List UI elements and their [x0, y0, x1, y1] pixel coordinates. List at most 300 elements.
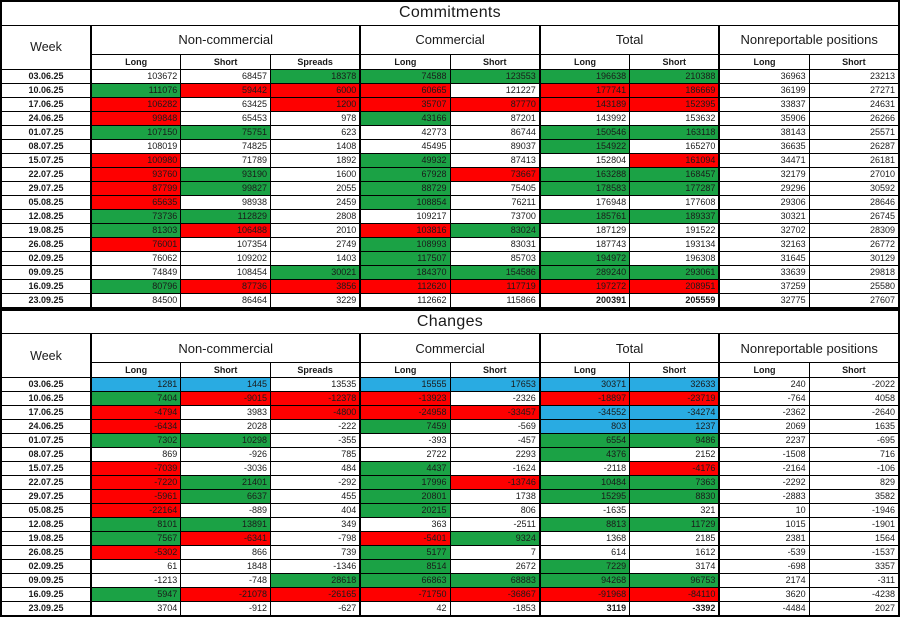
value-cell: 2749 — [271, 237, 361, 251]
value-cell: 177608 — [630, 195, 720, 209]
value-cell: 23213 — [809, 69, 899, 83]
value-cell: 17996 — [360, 476, 450, 490]
value-cell: 30371 — [540, 378, 630, 392]
value-cell: 28618 — [271, 574, 361, 588]
value-cell: -698 — [719, 560, 809, 574]
value-cell: 2672 — [450, 560, 540, 574]
value-cell: 185761 — [540, 209, 630, 223]
commercial-short-header: Short — [450, 363, 540, 378]
value-cell: 3704 — [91, 602, 181, 617]
value-cell: -71750 — [360, 588, 450, 602]
value-cell: 161094 — [630, 153, 720, 167]
value-cell: -889 — [181, 504, 271, 518]
value-cell: 84500 — [91, 293, 181, 308]
value-cell: 99848 — [91, 111, 181, 125]
value-cell: 108854 — [360, 195, 450, 209]
value-cell: 28309 — [809, 223, 899, 237]
value-cell: 76062 — [91, 251, 181, 265]
value-cell: 10 — [719, 504, 809, 518]
value-cell: -4176 — [630, 462, 720, 476]
value-cell: 163288 — [540, 167, 630, 181]
value-cell: 1635 — [809, 420, 899, 434]
value-cell: 76211 — [450, 195, 540, 209]
value-cell: -5961 — [91, 490, 181, 504]
week-cell: 05.08.25 — [1, 504, 91, 518]
value-cell: 2069 — [719, 420, 809, 434]
value-cell: 978 — [271, 111, 361, 125]
week-cell: 29.07.25 — [1, 490, 91, 504]
value-cell: 150546 — [540, 125, 630, 139]
value-cell: 25571 — [809, 125, 899, 139]
value-cell: 67928 — [360, 167, 450, 181]
value-cell: 68457 — [181, 69, 271, 83]
value-cell: 108993 — [360, 237, 450, 251]
value-cell: 1892 — [271, 153, 361, 167]
total-short-header: Short — [630, 54, 720, 69]
week-cell: 17.06.25 — [1, 97, 91, 111]
table-row — [1, 83, 899, 97]
week-cell: 17.06.25 — [1, 406, 91, 420]
value-cell: 1445 — [181, 378, 271, 392]
value-cell: 87413 — [450, 153, 540, 167]
value-cell: 7404 — [91, 392, 181, 406]
value-cell: 15555 — [360, 378, 450, 392]
value-cell: 177741 — [540, 83, 630, 97]
value-cell: -457 — [450, 434, 540, 448]
value-cell: -5302 — [91, 546, 181, 560]
week-cell: 01.07.25 — [1, 125, 91, 139]
value-cell: -2292 — [719, 476, 809, 490]
value-cell: 25580 — [809, 279, 899, 293]
week-cell: 22.07.25 — [1, 476, 91, 490]
value-cell: 3856 — [271, 279, 361, 293]
value-cell: 2808 — [271, 209, 361, 223]
value-cell: 86744 — [450, 125, 540, 139]
value-cell: -84110 — [630, 588, 720, 602]
value-cell: 5947 — [91, 588, 181, 602]
value-cell: 99827 — [181, 181, 271, 195]
value-cell: 349 — [271, 518, 361, 532]
value-cell: 240 — [719, 378, 809, 392]
week-cell: 24.06.25 — [1, 111, 91, 125]
value-cell: 1015 — [719, 518, 809, 532]
value-cell: 321 — [630, 504, 720, 518]
value-cell: -22164 — [91, 504, 181, 518]
value-cell: 143189 — [540, 97, 630, 111]
value-cell: 154586 — [450, 265, 540, 279]
value-cell: 186669 — [630, 83, 720, 97]
value-cell: -6434 — [91, 420, 181, 434]
value-cell: -13746 — [450, 476, 540, 490]
value-cell: 739 — [271, 546, 361, 560]
value-cell: -4800 — [271, 406, 361, 420]
value-cell: -4484 — [719, 602, 809, 617]
value-cell: 9486 — [630, 434, 720, 448]
value-cell: 43166 — [360, 111, 450, 125]
value-cell: 13891 — [181, 518, 271, 532]
value-cell: 108454 — [181, 265, 271, 279]
value-cell: 1408 — [271, 139, 361, 153]
value-cell: 106282 — [91, 97, 181, 111]
value-cell: 806 — [450, 504, 540, 518]
table-row — [1, 251, 899, 265]
value-cell: -926 — [181, 448, 271, 462]
week-cell: 16.09.25 — [1, 279, 91, 293]
value-cell: 1281 — [91, 378, 181, 392]
week-cell: 05.08.25 — [1, 195, 91, 209]
value-cell: 26772 — [809, 237, 899, 251]
value-cell: 7363 — [630, 476, 720, 490]
value-cell: 1403 — [271, 251, 361, 265]
value-cell: 27271 — [809, 83, 899, 97]
value-cell: 34471 — [719, 153, 809, 167]
value-cell: 1564 — [809, 532, 899, 546]
value-cell: 30321 — [719, 209, 809, 223]
value-cell: 29306 — [719, 195, 809, 209]
table-row — [1, 490, 899, 504]
value-cell: 36963 — [719, 69, 809, 83]
value-cell: 20215 — [360, 504, 450, 518]
value-cell: 65453 — [181, 111, 271, 125]
value-cell: 13535 — [271, 378, 361, 392]
value-cell: 21401 — [181, 476, 271, 490]
value-cell: 26181 — [809, 153, 899, 167]
value-cell: 3582 — [809, 490, 899, 504]
week-cell: 19.08.25 — [1, 223, 91, 237]
group-header-commercial: Commercial — [360, 334, 540, 363]
noncommercial-long-header: Long — [91, 54, 181, 69]
value-cell: 2381 — [719, 532, 809, 546]
value-cell: 8101 — [91, 518, 181, 532]
value-cell: -569 — [450, 420, 540, 434]
value-cell: 2237 — [719, 434, 809, 448]
value-cell: 6000 — [271, 83, 361, 97]
nonreportable-short-header: Short — [809, 363, 899, 378]
value-cell: 115866 — [450, 293, 540, 308]
week-cell: 26.08.25 — [1, 237, 91, 251]
value-cell: -912 — [181, 602, 271, 617]
value-cell: 103672 — [91, 69, 181, 83]
table-row — [1, 420, 899, 434]
value-cell: -4238 — [809, 588, 899, 602]
table-row — [1, 434, 899, 448]
value-cell: -26165 — [271, 588, 361, 602]
table-row — [1, 237, 899, 251]
changes-title: Changes — [1, 310, 899, 334]
group-header-total: Total — [540, 334, 720, 363]
value-cell: -5401 — [360, 532, 450, 546]
value-cell: 208951 — [630, 279, 720, 293]
value-cell: 37259 — [719, 279, 809, 293]
value-cell: 87736 — [181, 279, 271, 293]
value-cell: 11729 — [630, 518, 720, 532]
value-cell: 196308 — [630, 251, 720, 265]
value-cell: 35906 — [719, 111, 809, 125]
total-long-header: Long — [540, 363, 630, 378]
week-cell: 12.08.25 — [1, 209, 91, 223]
value-cell: 205559 — [630, 293, 720, 308]
value-cell: 109202 — [181, 251, 271, 265]
value-cell: -9015 — [181, 392, 271, 406]
nonreportable-short-header: Short — [809, 54, 899, 69]
table-row — [1, 279, 899, 293]
value-cell: 33639 — [719, 265, 809, 279]
value-cell: 3983 — [181, 406, 271, 420]
noncommercial-short-header: Short — [181, 363, 271, 378]
week-cell: 03.06.25 — [1, 69, 91, 83]
group-header-noncommercial: Non-commercial — [91, 25, 360, 54]
table-row — [1, 153, 899, 167]
value-cell: 83031 — [450, 237, 540, 251]
value-cell: 117719 — [450, 279, 540, 293]
week-cell: 29.07.25 — [1, 181, 91, 195]
value-cell: 2028 — [181, 420, 271, 434]
value-cell: 716 — [809, 448, 899, 462]
value-cell: 3174 — [630, 560, 720, 574]
value-cell: -106 — [809, 462, 899, 476]
value-cell: -34552 — [540, 406, 630, 420]
value-cell: 49932 — [360, 153, 450, 167]
table-row — [1, 518, 899, 532]
value-cell: 100980 — [91, 153, 181, 167]
value-cell: 26745 — [809, 209, 899, 223]
value-cell: 111076 — [91, 83, 181, 97]
value-cell: 36635 — [719, 139, 809, 153]
group-header-commercial: Commercial — [360, 25, 540, 54]
value-cell: 191522 — [630, 223, 720, 237]
table-row — [1, 111, 899, 125]
value-cell: -222 — [271, 420, 361, 434]
value-cell: 30592 — [809, 181, 899, 195]
value-cell: 4376 — [540, 448, 630, 462]
value-cell: 17653 — [450, 378, 540, 392]
changes-section — [0, 309, 900, 617]
value-cell: 30021 — [271, 265, 361, 279]
value-cell: 3620 — [719, 588, 809, 602]
value-cell: 117507 — [360, 251, 450, 265]
value-cell: 15295 — [540, 490, 630, 504]
week-cell: 15.07.25 — [1, 462, 91, 476]
value-cell: 88729 — [360, 181, 450, 195]
value-cell: 178583 — [540, 181, 630, 195]
week-cell: 08.07.25 — [1, 139, 91, 153]
value-cell: 177287 — [630, 181, 720, 195]
table-row — [1, 392, 899, 406]
table-row — [1, 293, 899, 308]
value-cell: -3392 — [630, 602, 720, 617]
value-cell: -1213 — [91, 574, 181, 588]
title-row — [1, 310, 899, 334]
value-cell: -798 — [271, 532, 361, 546]
commitments-body — [1, 69, 899, 308]
value-cell: -1346 — [271, 560, 361, 574]
table-row — [1, 574, 899, 588]
value-cell: -695 — [809, 434, 899, 448]
value-cell: 152395 — [630, 97, 720, 111]
value-cell: 2010 — [271, 223, 361, 237]
week-cell: 23.09.25 — [1, 602, 91, 617]
changes-table — [0, 309, 900, 617]
value-cell: 30129 — [809, 251, 899, 265]
value-cell: -7039 — [91, 462, 181, 476]
value-cell: 2174 — [719, 574, 809, 588]
value-cell: 866 — [181, 546, 271, 560]
value-cell: 404 — [271, 504, 361, 518]
value-cell: 80796 — [91, 279, 181, 293]
week-cell: 12.08.25 — [1, 518, 91, 532]
value-cell: 123553 — [450, 69, 540, 83]
week-cell: 09.09.25 — [1, 265, 91, 279]
value-cell: 32163 — [719, 237, 809, 251]
value-cell: 8813 — [540, 518, 630, 532]
value-cell: -1635 — [540, 504, 630, 518]
value-cell: -1508 — [719, 448, 809, 462]
commercial-short-header: Short — [450, 54, 540, 69]
noncommercial-spreads-header: Spreads — [271, 363, 361, 378]
value-cell: 26287 — [809, 139, 899, 153]
value-cell: 196638 — [540, 69, 630, 83]
week-cell: 19.08.25 — [1, 532, 91, 546]
value-cell: 106488 — [181, 223, 271, 237]
value-cell: 109217 — [360, 209, 450, 223]
value-cell: 18378 — [271, 69, 361, 83]
value-cell: -33457 — [450, 406, 540, 420]
value-cell: -91968 — [540, 588, 630, 602]
table-row — [1, 209, 899, 223]
value-cell: -13923 — [360, 392, 450, 406]
value-cell: 108019 — [91, 139, 181, 153]
value-cell: 29296 — [719, 181, 809, 195]
group-header-nonreportable: Nonreportable positions — [719, 334, 899, 363]
week-cell: 26.08.25 — [1, 546, 91, 560]
week-cell: 03.06.25 — [1, 378, 91, 392]
value-cell: -539 — [719, 546, 809, 560]
value-cell: 176948 — [540, 195, 630, 209]
value-cell: 869 — [91, 448, 181, 462]
value-cell: 7459 — [360, 420, 450, 434]
value-cell: 27607 — [809, 293, 899, 308]
nonreportable-long-header: Long — [719, 54, 809, 69]
value-cell: 2152 — [630, 448, 720, 462]
table-row — [1, 560, 899, 574]
value-cell: -2511 — [450, 518, 540, 532]
value-cell: -2362 — [719, 406, 809, 420]
group-header-row — [1, 25, 899, 54]
value-cell: -1901 — [809, 518, 899, 532]
value-cell: 60665 — [360, 83, 450, 97]
value-cell: 455 — [271, 490, 361, 504]
value-cell: 75405 — [450, 181, 540, 195]
value-cell: 96753 — [630, 574, 720, 588]
group-header-total: Total — [540, 25, 720, 54]
value-cell: -311 — [809, 574, 899, 588]
value-cell: 87201 — [450, 111, 540, 125]
value-cell: -393 — [360, 434, 450, 448]
value-cell: 289240 — [540, 265, 630, 279]
week-cell: 10.06.25 — [1, 392, 91, 406]
value-cell: 42773 — [360, 125, 450, 139]
table-row — [1, 181, 899, 195]
value-cell: 8514 — [360, 560, 450, 574]
value-cell: 168457 — [630, 167, 720, 181]
value-cell: 152804 — [540, 153, 630, 167]
table-row — [1, 195, 899, 209]
value-cell: -2164 — [719, 462, 809, 476]
value-cell: 2722 — [360, 448, 450, 462]
value-cell: 6554 — [540, 434, 630, 448]
value-cell: 107150 — [91, 125, 181, 139]
value-cell: 74825 — [181, 139, 271, 153]
value-cell: 59442 — [181, 83, 271, 97]
table-row — [1, 265, 899, 279]
value-cell: 7302 — [91, 434, 181, 448]
table-row — [1, 167, 899, 181]
value-cell: 163118 — [630, 125, 720, 139]
table-row — [1, 546, 899, 560]
value-cell: -2640 — [809, 406, 899, 420]
value-cell: -355 — [271, 434, 361, 448]
value-cell: 107354 — [181, 237, 271, 251]
value-cell: 33837 — [719, 97, 809, 111]
value-cell: 32179 — [719, 167, 809, 181]
value-cell: -23719 — [630, 392, 720, 406]
value-cell: -1624 — [450, 462, 540, 476]
value-cell: 63425 — [181, 97, 271, 111]
value-cell: 94268 — [540, 574, 630, 588]
value-cell: 103816 — [360, 223, 450, 237]
week-cell: 23.09.25 — [1, 293, 91, 308]
changes-body — [1, 378, 899, 617]
group-header-noncommercial: Non-commercial — [91, 334, 360, 363]
value-cell: 75751 — [181, 125, 271, 139]
value-cell: 32775 — [719, 293, 809, 308]
value-cell: 32702 — [719, 223, 809, 237]
value-cell: 184370 — [360, 265, 450, 279]
value-cell: 194972 — [540, 251, 630, 265]
value-cell: 42 — [360, 602, 450, 617]
week-column-header: Week — [1, 25, 91, 69]
value-cell: 31645 — [719, 251, 809, 265]
table-row — [1, 476, 899, 490]
value-cell: 73700 — [450, 209, 540, 223]
value-cell: 623 — [271, 125, 361, 139]
value-cell: 66863 — [360, 574, 450, 588]
value-cell: 68883 — [450, 574, 540, 588]
table-row — [1, 588, 899, 602]
value-cell: -764 — [719, 392, 809, 406]
week-cell: 09.09.25 — [1, 574, 91, 588]
table-row — [1, 223, 899, 237]
table-row — [1, 504, 899, 518]
value-cell: 65635 — [91, 195, 181, 209]
value-cell: -34274 — [630, 406, 720, 420]
value-cell: 193134 — [630, 237, 720, 251]
value-cell: 153632 — [630, 111, 720, 125]
table-row — [1, 69, 899, 83]
value-cell: 3357 — [809, 560, 899, 574]
value-cell: 165270 — [630, 139, 720, 153]
value-cell: -3036 — [181, 462, 271, 476]
value-cell: 210388 — [630, 69, 720, 83]
value-cell: 1600 — [271, 167, 361, 181]
value-cell: 1237 — [630, 420, 720, 434]
value-cell: 829 — [809, 476, 899, 490]
commercial-long-header: Long — [360, 363, 450, 378]
value-cell: 2185 — [630, 532, 720, 546]
value-cell: 7229 — [540, 560, 630, 574]
value-cell: 93760 — [91, 167, 181, 181]
value-cell: 10484 — [540, 476, 630, 490]
